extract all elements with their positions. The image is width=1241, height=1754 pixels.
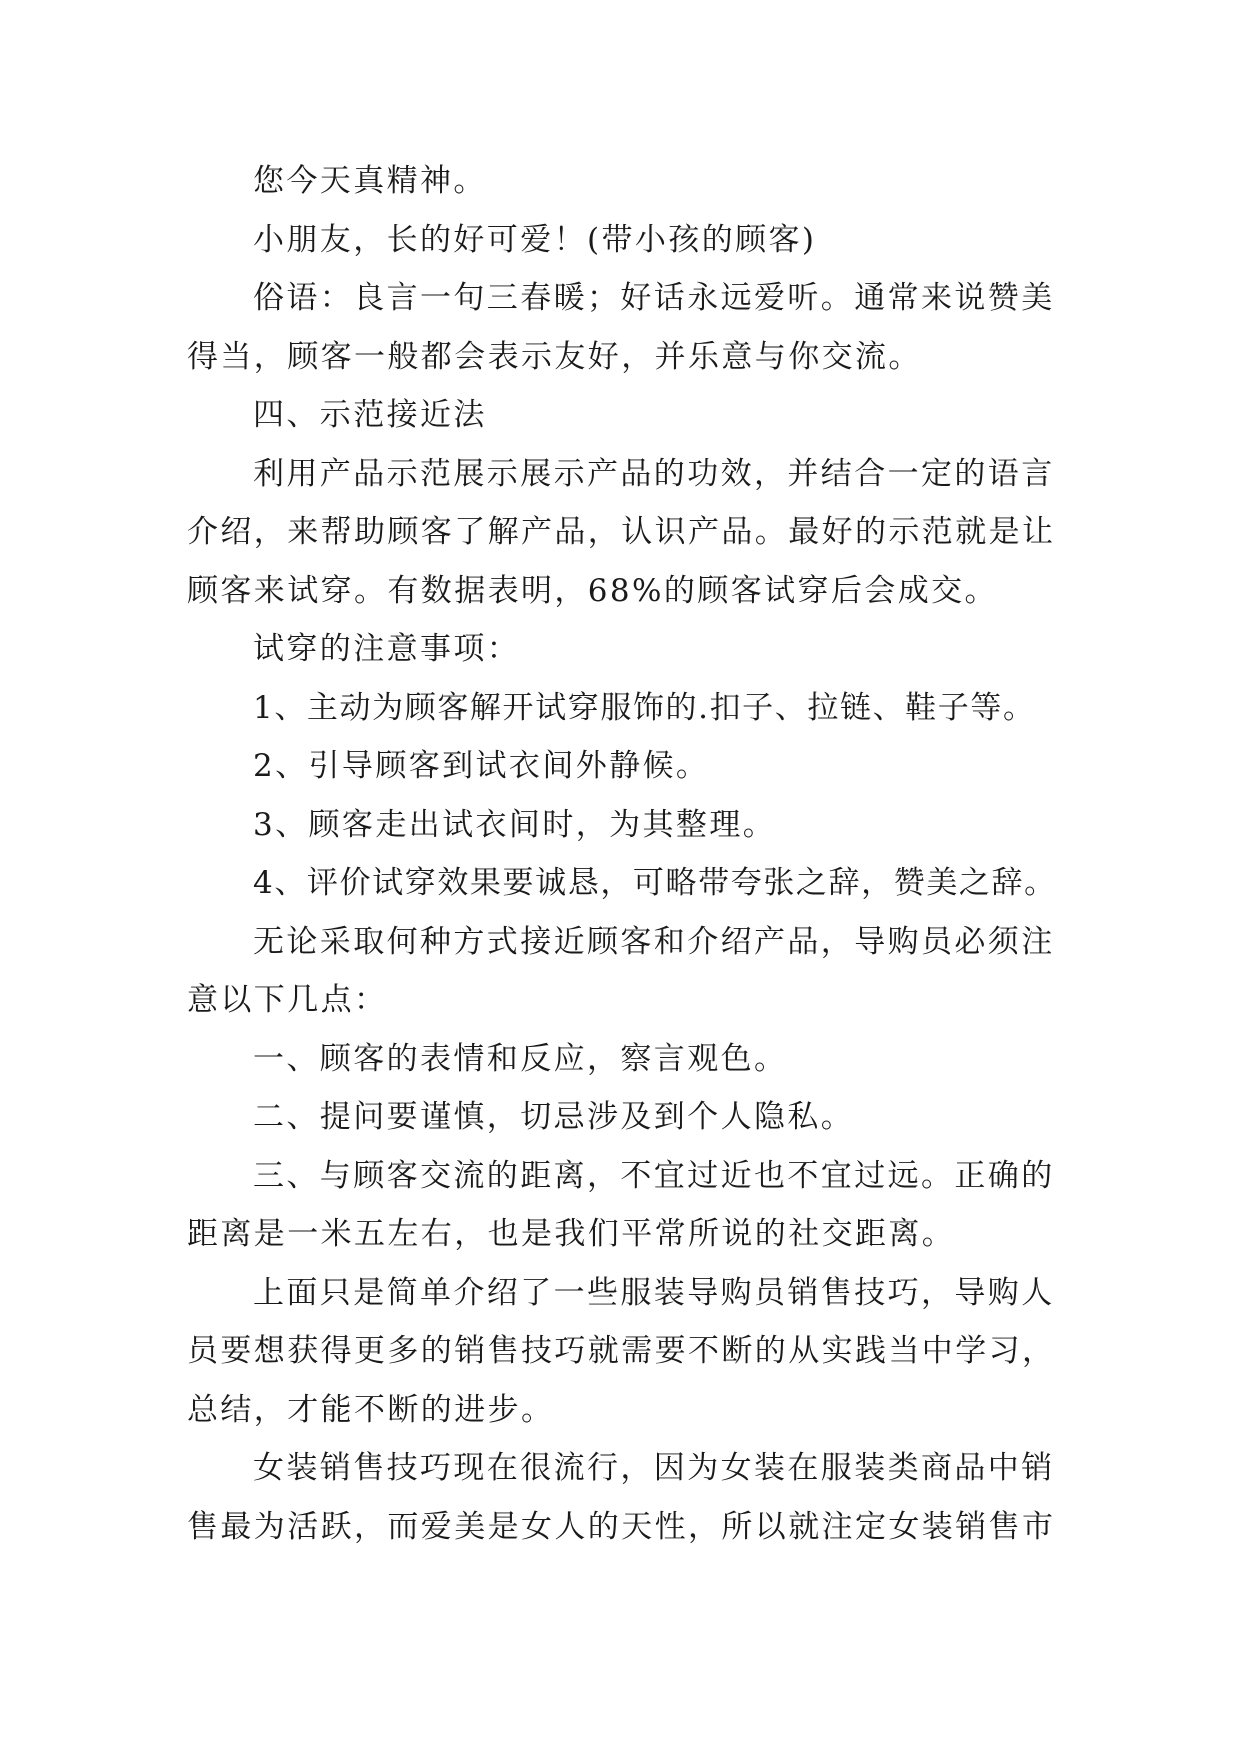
list-item: 二、提问要谨慎，切忌涉及到个人隐私。 (253, 1099, 855, 1135)
paragraph: 女装销售技巧现在很流行，因为女装在服装类商品中销售最为活跃，而爱美是女人的天性，所以就注定女装销售市 (187, 1450, 1056, 1545)
paragraph: 小朋友，长的好可爱！(带小孩的顾客) (253, 221, 817, 258)
paragraph: 您今天真精神。 (253, 163, 487, 199)
paragraph: 上面只是简单介绍了一些服装导购员销售技巧，导购人员要想获得更多的销售技巧就需要不断的从实践当中学习，总结，才能不断的进步。 (187, 1274, 1056, 1428)
section-heading: 四、示范接近法 (253, 397, 487, 433)
list-item: 3、顾客走出试衣间时，为其整理。 (253, 806, 777, 843)
paragraph: 无论采取何种方式接近顾客和介绍产品，导购员必须注意以下几点： (187, 923, 1055, 1018)
list-item: 1、主动为顾客解开试穿服饰的.扣子、拉链、鞋子等。 (253, 689, 1036, 726)
paragraph: 利用产品示范展示展示产品的功效，并结合一定的语言介绍，来帮助顾客了解产品，认识产品。最好的示范就是让顾客来试穿。有数据表明，68%的顾客试穿后会成交。 (187, 455, 1056, 609)
list-item: 一、顾客的表情和反应，察言观色。 (253, 1040, 788, 1077)
list-item: 4、评价试穿效果要诚恳，可略带夸张之辞，赞美之辞。 (253, 865, 1057, 901)
paragraph: 俗语：良言一句三春暖；好话永远爱听。通常来说赞美得当，顾客一般都会表示友好，并乐意与你交流。 (187, 280, 1055, 375)
paragraph: 试穿的注意事项： (253, 631, 521, 667)
list-item: 2、引导顾客到试衣间外静候。 (253, 748, 710, 784)
list-item: 三、与顾客交流的距离，不宜过近也不宜过远。正确的距离是一米五左右，也是我们平常所说的社交距离。 (187, 1157, 1055, 1252)
document-body (187, 152, 1067, 1556)
